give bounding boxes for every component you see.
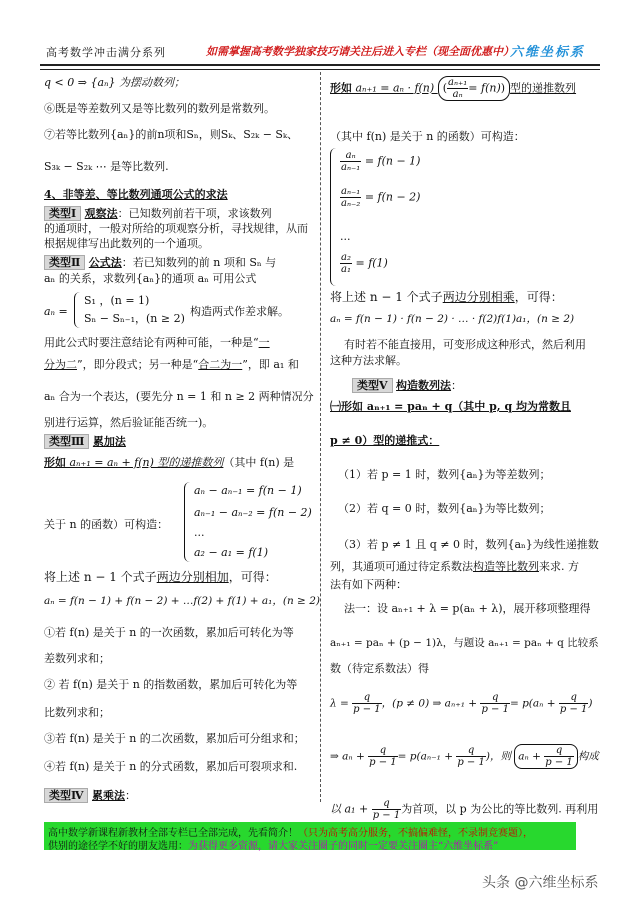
text-span: = p(aₙ₋₁ + bbox=[397, 750, 453, 763]
text-line: ①若 f(n) 是关于 n 的一次函数，累加后可转化为等 bbox=[44, 626, 294, 639]
text-span: 形如 bbox=[44, 456, 66, 469]
text-line bbox=[330, 560, 579, 574]
text-span: 型的递推数列 bbox=[510, 81, 577, 95]
denominator: a₁ bbox=[341, 264, 351, 275]
text-span: ) bbox=[588, 697, 593, 710]
system-brace bbox=[184, 482, 310, 562]
type1-line bbox=[44, 206, 272, 221]
boxed-fraction: ( $\frac{\text{aₙ₊₁}}{\text{aₙ}}$ = f(n)) bbox=[438, 76, 510, 101]
numerator: q bbox=[456, 745, 486, 757]
text-span: ，(p ≠ 0) ⇒ aₙ₊₁ + bbox=[381, 697, 478, 710]
text-line bbox=[330, 798, 598, 821]
equation-line bbox=[340, 150, 420, 173]
text-line: （1）若 p = 1 时，数列{aₙ}为等差数列； bbox=[338, 468, 551, 481]
equation-line bbox=[340, 252, 388, 275]
denominator: p − 1 bbox=[372, 810, 401, 821]
equation-line: aₙ₋₁ − aₙ₋₂ = f(n − 2) bbox=[194, 506, 312, 519]
text-span: 将上述 n − 1 个式子 bbox=[330, 290, 443, 304]
boxed-expression: aₙ + $\frac{q}{p - 1}$ bbox=[514, 744, 578, 769]
denominator: p − 1 bbox=[559, 704, 588, 715]
denominator: p − 1 bbox=[481, 704, 509, 715]
text-line: （其中 f(n) 是关于 n 的函数）可构造： bbox=[330, 130, 525, 143]
text-line: 构造两式作差求解。 bbox=[190, 305, 289, 318]
type5-tag: 类型Ⅴ bbox=[352, 378, 393, 393]
denominator: aₙ₋₁ bbox=[341, 162, 361, 173]
text-line: aₙ₊₁ = paₙ + (p − 1)λ，与题设 aₙ₊₁ = paₙ + q 比较系 bbox=[330, 637, 599, 649]
column-divider bbox=[320, 72, 321, 802]
text-line bbox=[44, 358, 299, 372]
text-line: 的通项时，一般对所给的项观察分析，寻找规律，从而 bbox=[44, 222, 308, 235]
system-brace bbox=[330, 148, 490, 286]
text-span: 将上述 n − 1 个式子 bbox=[44, 570, 157, 584]
numerator: q bbox=[559, 692, 589, 704]
formula-lhs: aₙ = bbox=[44, 305, 68, 318]
text-line: 有时若不能直接用，可变形成这种形式，然后利用 bbox=[344, 338, 586, 351]
formula-line bbox=[330, 744, 599, 769]
fraction bbox=[340, 252, 352, 275]
type2-text: ：若已知数列的前 n 项和 Sₙ 与 bbox=[121, 256, 277, 269]
text-span: 构造等比数列 bbox=[473, 560, 539, 573]
type2-title: 公式法 bbox=[88, 256, 122, 269]
denominator: p − 1 bbox=[353, 704, 381, 715]
case-line: Sₙ − Sₙ₋₁，(n ≥ 2) bbox=[84, 312, 185, 325]
text-line bbox=[44, 336, 270, 350]
type1-tag: 类型Ⅰ bbox=[44, 206, 81, 221]
formula-line: aₙ = f(n − 1) + f(n − 2) + …f(2) + f(1) + a₁，(n ≥ 2) bbox=[44, 595, 320, 607]
text-line: 法一：设 aₙ₊₁ + λ = p(aₙ + λ)，展开移项整理得 bbox=[344, 602, 591, 615]
footer-line bbox=[48, 837, 498, 852]
fraction bbox=[372, 798, 402, 821]
case-line: S₁ ，(n = 1) bbox=[84, 294, 150, 307]
page-header bbox=[40, 40, 600, 60]
text-span: 合二为一 bbox=[198, 358, 243, 371]
text-span: ”，即 a₁ 和 bbox=[242, 358, 299, 371]
text-line: 别进行运算，然后验证能否统一)。 bbox=[44, 416, 214, 429]
text-line: 差数列求和； bbox=[44, 652, 110, 665]
text-line: 关于 n 的函数）可构造： bbox=[44, 518, 169, 531]
text-span: 两边分别相乘 bbox=[442, 290, 515, 304]
numerator: aₙ₊₁ bbox=[447, 77, 468, 88]
text-span: 一 bbox=[258, 336, 270, 349]
text-span: （其中 f(n) 是 bbox=[223, 456, 295, 469]
text-span: ，可得： bbox=[514, 290, 563, 304]
text-line: aₙ 合为一个表达，(要先分 n = 1 和 n ≥ 2 两种情况分 bbox=[44, 390, 314, 403]
type4-tag: 类型Ⅳ bbox=[44, 788, 88, 803]
denominator: p − 1 bbox=[369, 757, 397, 768]
watermark: 头条 @六维坐标系 bbox=[482, 875, 599, 891]
type3-title: 累加法 bbox=[92, 435, 126, 448]
text-line: ③若 f(n) 是关于 n 的二次函数，累加后可分组求和； bbox=[44, 732, 305, 745]
numerator: a₂ bbox=[341, 252, 351, 263]
type4-title: 累乘法 bbox=[91, 789, 125, 802]
text-span: 两边分别相加 bbox=[156, 570, 229, 584]
fraction bbox=[480, 692, 510, 715]
text-span: aₙ₊₁ = aₙ + f(n) 型的递推数列 bbox=[66, 456, 224, 469]
fraction bbox=[456, 745, 486, 768]
type3-line bbox=[44, 434, 126, 449]
fraction bbox=[559, 692, 589, 715]
footer-banner bbox=[44, 822, 576, 850]
equation-line: aₙ − aₙ₋₁ = f(n − 1) bbox=[194, 484, 302, 497]
type1-title: 观察法 bbox=[84, 207, 118, 220]
type2-tag: 类型Ⅱ bbox=[44, 255, 85, 270]
text-line: ② 若 f(n) 是关于 n 的指数函数，累加后可转化为等 bbox=[44, 678, 298, 691]
text-span: ”，即分段式；另一种是“ bbox=[77, 358, 199, 371]
section-heading: 4、非等差、等比数列通项公式的求法 bbox=[44, 188, 228, 201]
text-line: 数（待定系数法）得 bbox=[330, 662, 429, 675]
text-span: ⇒ aₙ + bbox=[330, 750, 365, 763]
type5-title: 构造数列法 bbox=[396, 379, 452, 392]
formula-line: aₙ = f(n − 1) · f(n − 2) · … · f(2)f(1)a₁，(n ≥ 2) bbox=[330, 313, 575, 325]
brand-logo: 六维坐标系 bbox=[510, 45, 586, 60]
text-span: = p(aₙ + bbox=[509, 697, 556, 710]
text-line: 比数列求和； bbox=[44, 706, 110, 719]
text-span: 供别的途径学不好的朋友选用： bbox=[48, 841, 188, 852]
promo-text: 如需掌握高考数学独家技巧请关注后进入专栏（现全面优惠中） bbox=[206, 45, 514, 58]
text-line: p ≠ 0）型的递推式： bbox=[330, 434, 440, 447]
fraction bbox=[352, 692, 382, 715]
text-line: 这种方法求解。 bbox=[330, 354, 407, 367]
text-span: 分为二 bbox=[44, 358, 77, 371]
fraction bbox=[368, 745, 398, 768]
text-span: = f(n − 2) bbox=[364, 190, 421, 204]
text-line: （2）若 q = 0 时，数列{aₙ}为等比数列； bbox=[338, 502, 551, 515]
fraction bbox=[447, 77, 468, 100]
text-span: )，则 bbox=[485, 750, 511, 763]
text-span: 构成 bbox=[577, 750, 599, 763]
type5-line bbox=[352, 378, 462, 393]
denominator: p − 1 bbox=[457, 757, 485, 768]
text-line bbox=[44, 456, 294, 470]
text-line: 法有如下两种： bbox=[330, 578, 407, 591]
text-span: = f(1) bbox=[355, 256, 388, 270]
text-span: ： bbox=[451, 379, 463, 392]
text-span: λ = bbox=[330, 697, 349, 710]
text-span: 高中数学新课程新教材全部专栏已全部完成，先看简介！ bbox=[48, 828, 298, 839]
numerator: q bbox=[352, 692, 382, 704]
type4-line bbox=[44, 788, 136, 803]
text-line: （3）若 p ≠ 1 且 q ≠ 0 时，数列{aₙ}为线性递推数 bbox=[338, 538, 599, 551]
formula-line bbox=[330, 692, 593, 715]
text-line: 根据规律写出此数列的一个通项。 bbox=[44, 237, 209, 250]
numerator: aₙ₋₁ bbox=[341, 186, 361, 197]
text-span: 为获得更多资源，请大家关注圈子的同时一定要关注圈主“六维坐标系” bbox=[188, 841, 499, 852]
numerator: q bbox=[372, 798, 402, 810]
equation-line: ... bbox=[340, 230, 351, 243]
text-line: S₃ₖ − S₂ₖ ⋯ 是等比数列. bbox=[44, 160, 169, 173]
text-span: 用此公式时要注意结论有两种可能，一种是“ bbox=[44, 336, 259, 349]
text-line: ④若 f(n) 是关于 n 的分式函数，累加后可裂项求和. bbox=[44, 760, 298, 773]
text-span: = f(n) bbox=[468, 81, 501, 95]
text-line: ⑥既是等差数列又是等比数列的数列是常数列。 bbox=[44, 102, 275, 115]
fraction bbox=[340, 150, 361, 173]
text-span: aₙ₊₁ = aₙ · f(n) bbox=[352, 81, 438, 95]
piecewise-brace bbox=[74, 292, 184, 328]
type3-tag: 类型Ⅲ bbox=[44, 434, 89, 449]
fraction bbox=[340, 186, 361, 209]
text-span: 来求. 方 bbox=[539, 560, 579, 573]
denominator: aₙ bbox=[452, 89, 463, 100]
text-line: ㈠形如 aₙ₊₁ = paₙ + q（其中 p, q 均为常数且 bbox=[330, 400, 571, 413]
numerator: aₙ bbox=[340, 150, 361, 162]
type1-text: ：已知数列前若干项，求该数列 bbox=[117, 207, 272, 220]
text-span: = f(n − 1) bbox=[364, 154, 421, 168]
text-span: 列，其通项可通过待定系数法 bbox=[330, 560, 473, 573]
text-span: （只为高考高分服务，不搞偏难怪，不录制竞赛题）， bbox=[298, 828, 533, 839]
type2-line bbox=[44, 255, 276, 270]
fraction bbox=[544, 745, 574, 768]
equation-line bbox=[340, 186, 420, 209]
denominator: p − 1 bbox=[545, 757, 573, 768]
equation-line: ... bbox=[194, 526, 205, 539]
numerator: q bbox=[544, 745, 574, 757]
text-span: ，可得： bbox=[228, 570, 277, 584]
text-line: ⑦若等比数列{aₙ}的前n项和Sₙ，则Sₖ、S₂ₖ − Sₖ、 bbox=[44, 128, 298, 141]
header-rule bbox=[40, 64, 600, 70]
text-line bbox=[330, 290, 563, 304]
numerator: q bbox=[368, 745, 398, 757]
formula-line bbox=[330, 76, 576, 101]
numerator: q bbox=[480, 692, 510, 704]
text-span: ： bbox=[124, 789, 136, 802]
text-line bbox=[44, 570, 277, 584]
text-line: q < 0 ⇒ {aₙ} 为摆动数列； bbox=[44, 76, 185, 89]
text-span: 形如 bbox=[330, 81, 352, 95]
denominator: aₙ₋₂ bbox=[341, 198, 361, 209]
text-span: 以 a₁ + bbox=[330, 802, 369, 816]
series-title: 高考数学冲击满分系列 bbox=[46, 46, 166, 59]
equation-line: a₂ − a₁ = f(1) bbox=[194, 546, 269, 559]
text-span: 为首项，以 p 为公比的等比数列. 再利用 bbox=[401, 802, 599, 816]
text-line: aₙ 的关系，求数列{aₙ}的通项 aₙ 可用公式 bbox=[44, 272, 257, 285]
